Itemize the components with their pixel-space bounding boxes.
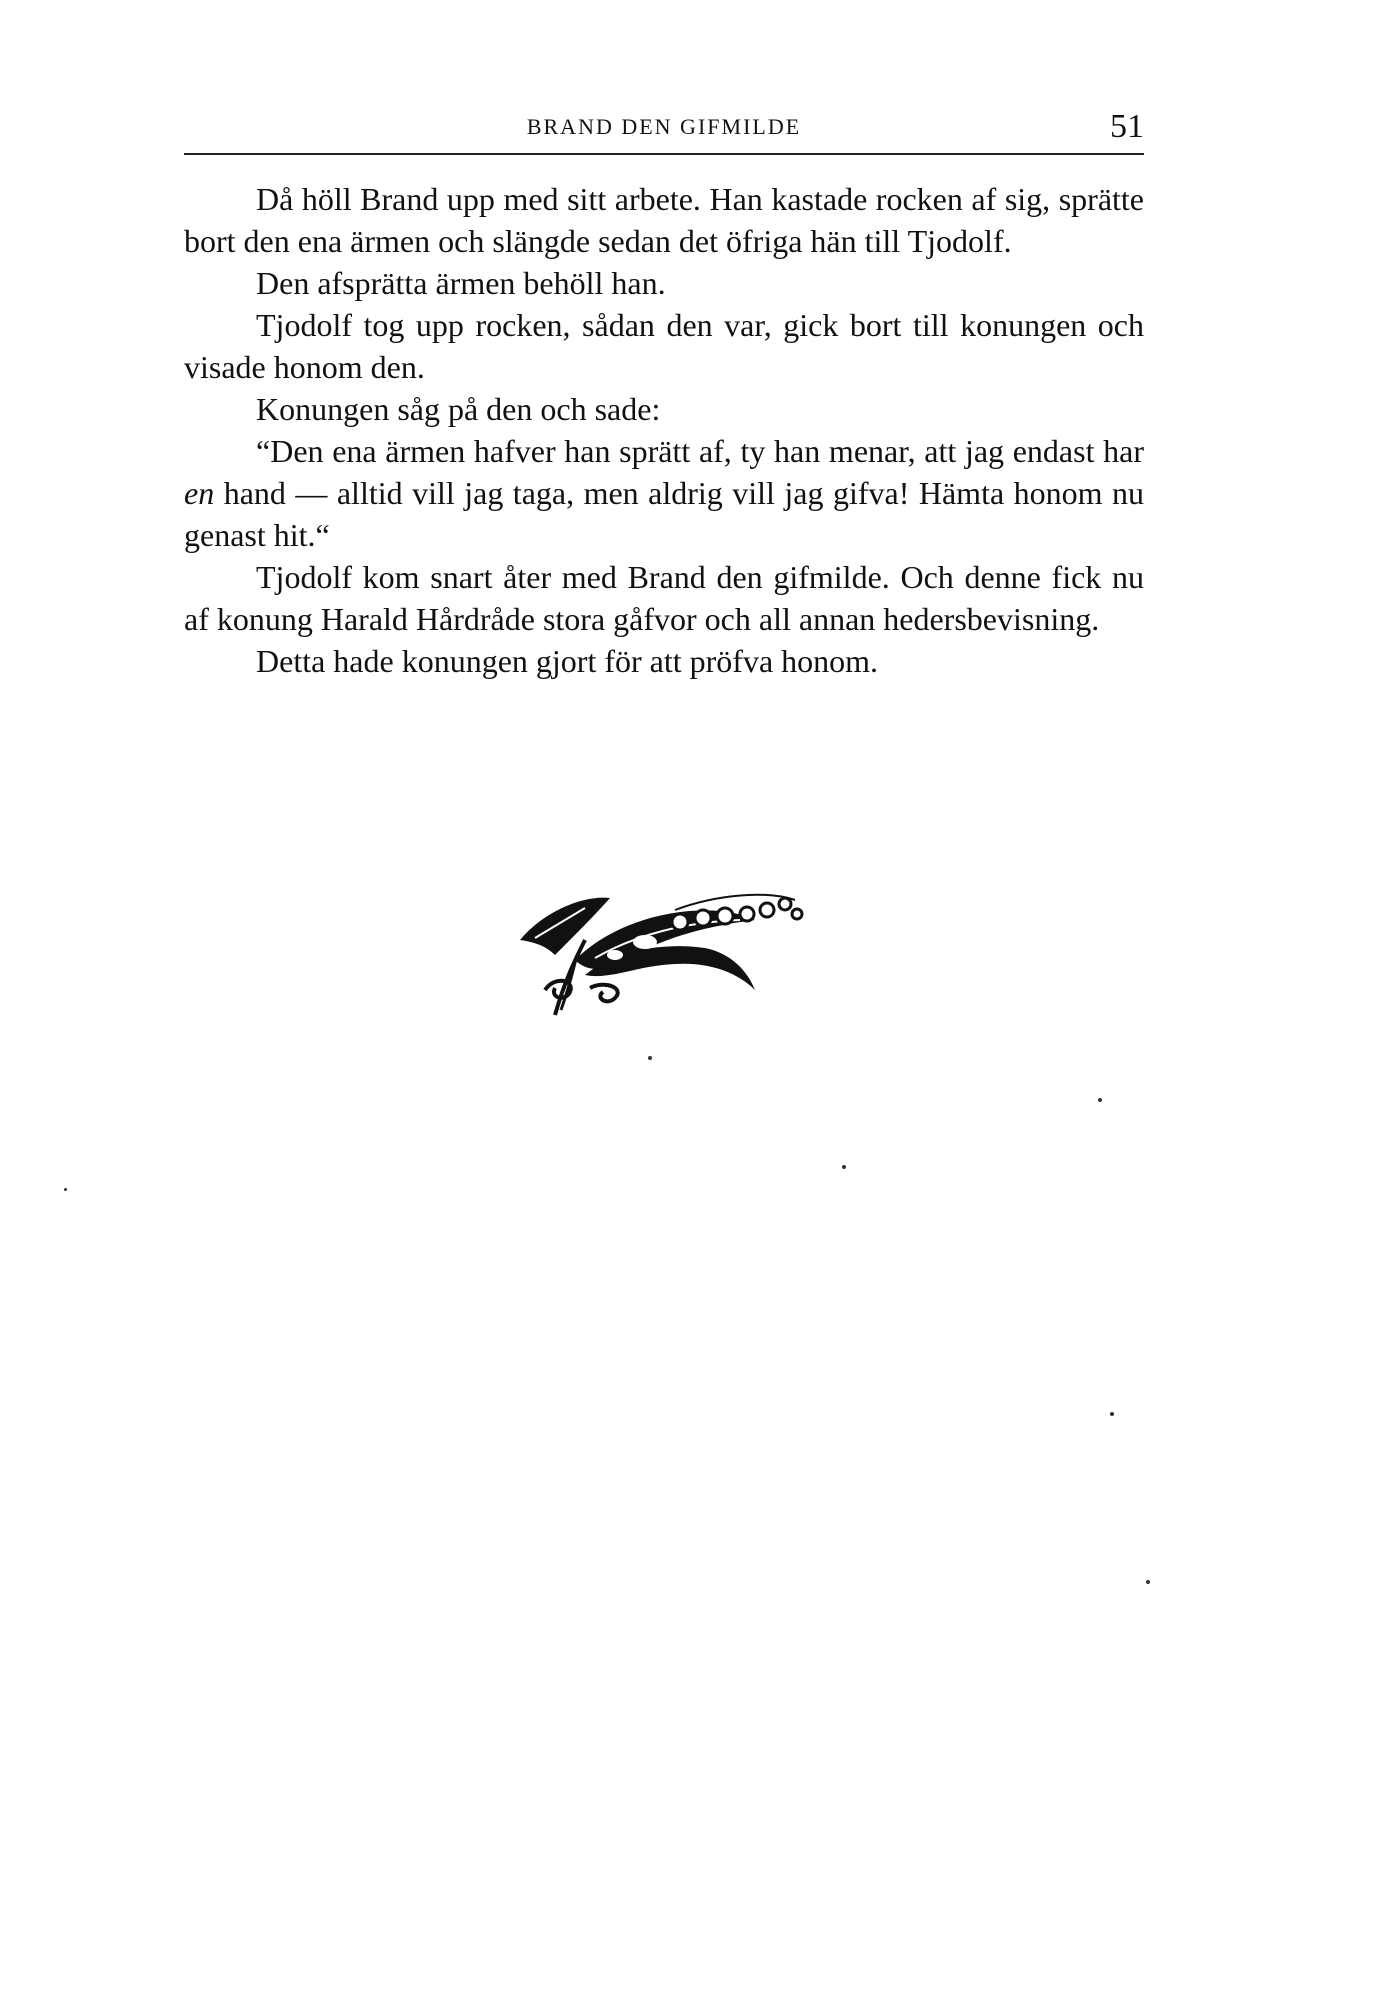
lily-of-the-valley-vignette-icon [515, 880, 805, 1020]
page-number: 51 [1110, 108, 1144, 145]
paper-speck [1110, 1412, 1114, 1416]
body-text [184, 178, 1144, 682]
paragraph: Tjodolf tog upp rocken, sådan den var, gick bort till konungen och visade honom den. [184, 307, 1144, 385]
paper-speck [1098, 1098, 1102, 1102]
paper-speck [1146, 1580, 1150, 1584]
quote-text-end: hand — alltid vill jag taga, men aldrig vill jag gifva! Hämta honom nu genast hit.“ [184, 475, 1145, 553]
running-title: BRAND DEN GIFMILDE [526, 114, 802, 139]
emphasis: en [184, 475, 215, 511]
paragraph: Då höll Brand upp med sitt arbete. Han kastade rocken af sig, sprätte bort den ena ärmen och slängde sedan det öfriga hän till Tjodolf. [184, 181, 1144, 259]
paragraph: Tjodolf kom snart åter med Brand den gifmilde. Och denne fick nu af konung Harald Hårdråde stora gåfvor och all annan hedersbevisning. [184, 559, 1144, 637]
quote-text-start: “Den ena ärmen hafver han sprätt af, ty han menar, att jag endast har [256, 433, 1144, 469]
paper-speck [648, 1056, 652, 1060]
running-head [184, 108, 1144, 148]
paper-speck [842, 1165, 846, 1169]
paper-speck [64, 1188, 67, 1191]
paragraph: Den afsprätta ärmen behöll han. [256, 265, 666, 301]
paragraph-quote [184, 430, 1144, 556]
paragraph: Detta hade konungen gjort för att pröfva honom. [256, 643, 879, 679]
header-rule [184, 153, 1144, 155]
paragraph: Konungen såg på den och sade: [256, 391, 661, 427]
